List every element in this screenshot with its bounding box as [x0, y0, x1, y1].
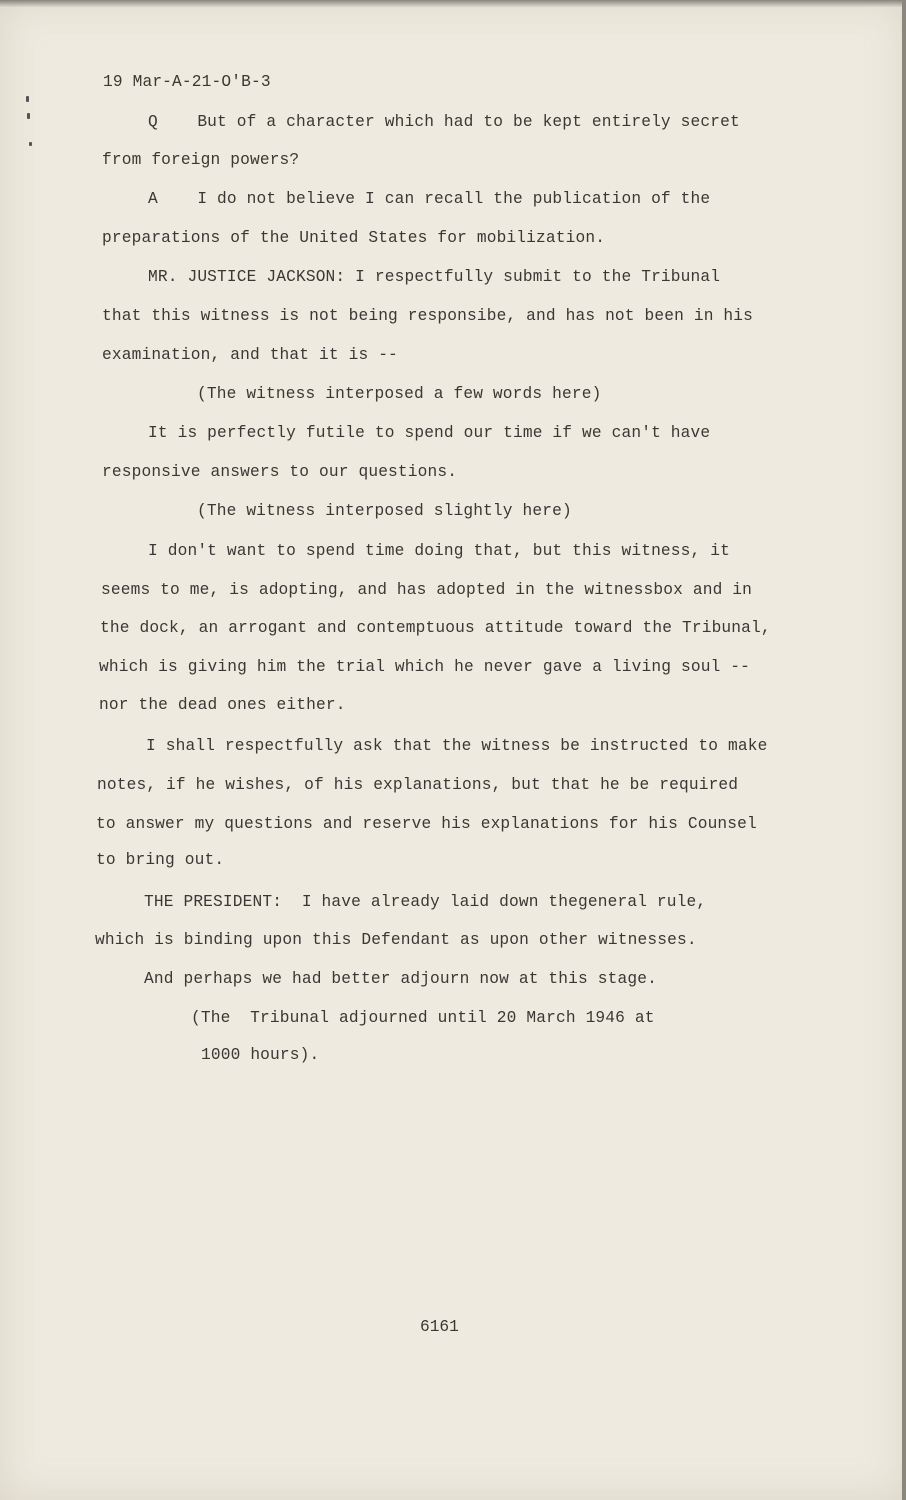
- text-line: responsive answers to our questions.: [102, 463, 458, 481]
- text-line: (The witness interposed slightly here): [197, 502, 572, 520]
- text-line: examination, and that it is --: [102, 346, 398, 364]
- text-line: I shall respectfully ask that the witness be instructed to make: [146, 737, 768, 755]
- margin-mark: [26, 96, 29, 102]
- text-line: I don't want to spend time doing that, but this witness, it: [148, 542, 730, 560]
- text-line: notes, if he wishes, of his explanations, but that he be required: [97, 776, 739, 794]
- text-line: (The Tribunal adjourned until 20 March 1946 at: [191, 1009, 655, 1027]
- text-line: THE PRESIDENT: I have already laid down thegeneral rule,: [144, 893, 707, 911]
- page-number: 6161: [420, 1318, 459, 1336]
- text-line: to bring out.: [96, 851, 225, 869]
- text-line: Q But of a character which had to be kept entirely secret: [148, 113, 740, 131]
- margin-mark: [27, 113, 30, 119]
- document-header: 19 Mar-A-21-O'B-3: [103, 73, 271, 91]
- text-line: that this witness is not being responsibe, and has not been in his: [102, 307, 754, 325]
- text-line: to answer my questions and reserve his explanations for his Counsel: [96, 815, 757, 833]
- page-top-edge: [0, 0, 906, 8]
- page-right-edge: [902, 0, 906, 1500]
- text-line: It is perfectly futile to spend our time if we can't have: [148, 424, 711, 442]
- text-line: MR. JUSTICE JACKSON: I respectfully submit to the Tribunal: [148, 268, 721, 286]
- text-line: preparations of the United States for mobilization.: [102, 229, 606, 247]
- text-line: And perhaps we had better adjourn now at this stage.: [144, 970, 657, 988]
- text-line: 1000 hours).: [201, 1046, 320, 1064]
- text-line: nor the dead ones either.: [99, 696, 346, 714]
- text-line: the dock, an arrogant and contemptuous attitude toward the Tribunal,: [100, 619, 771, 637]
- text-line: which is giving him the trial which he never gave a living soul --: [99, 658, 751, 676]
- text-line: from foreign powers?: [102, 151, 300, 169]
- text-line: A I do not believe I can recall the publication of the: [148, 190, 711, 208]
- text-line: (The witness interposed a few words here): [197, 385, 602, 403]
- text-line: which is binding upon this Defendant as upon other witnesses.: [95, 931, 697, 949]
- text-line: seems to me, is adopting, and has adopted in the witnessbox and in: [101, 581, 753, 599]
- margin-mark: [29, 142, 32, 146]
